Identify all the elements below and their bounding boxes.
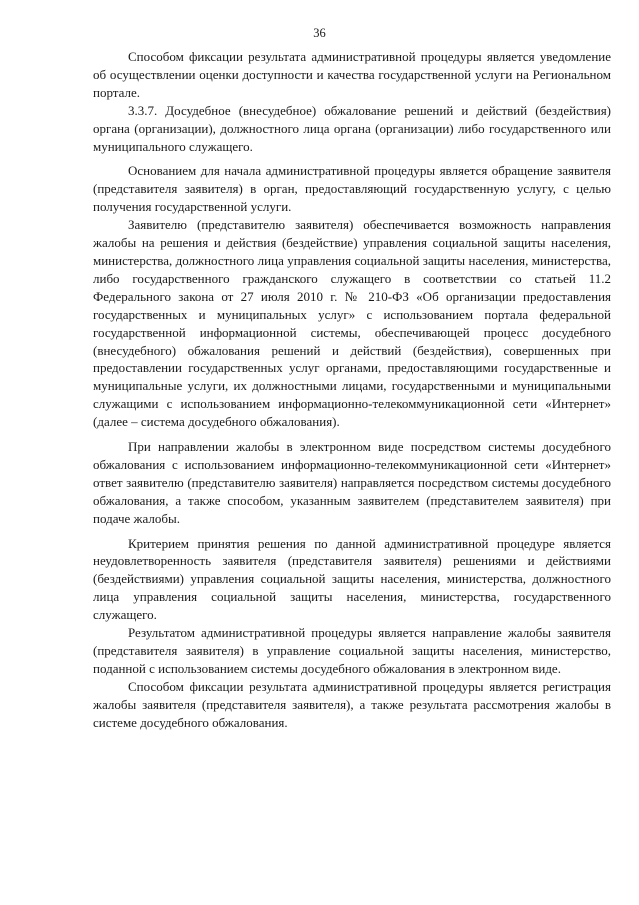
paragraph: Критерием принятия решения по данной административной процедуре является неудовлетворенность заявителя (представителя заявителя) решениями и действиями (бездействиями) управления социальной защиты населения, министерства, должностного лица управления социальной защиты населения, министерства, государственного служащего. (93, 535, 611, 623)
paragraph: 3.3.7. Досудебное (внесудебное) обжалование решений и действий (бездействия) органа (организации), должностного лица органа (организации) либо государственного или муниципального служащего. (93, 102, 611, 154)
document-body (93, 48, 611, 732)
paragraph: Способом фиксации результата административной процедуры является регистрация жалобы заявителя (представителя заявителя), а также результата рассмотрения жалобы в системе досудебного обжалования. (93, 678, 611, 730)
paragraph: Способом фиксации результата административной процедуры является уведомление об осуществлении оценки доступности и качества государственной услуги на Региональном портале. (93, 49, 611, 100)
paragraph: Основанием для начала административной процедуры является обращение заявителя (представителя заявителя) в орган, предоставляющий государственную услугу, с целью получения государственной услуги. (93, 163, 611, 215)
page-number: 36 (313, 26, 326, 40)
paragraph: Результатом административной процедуры является направление жалобы заявителя (представителя заявителя) в управление социальной защиты населения, министерство, поданной с использованием системы досудебного обжалования в электронном виде. (93, 625, 611, 676)
paragraph: Заявителю (представителю заявителя) обеспечивается возможность направления жалобы на решения и действия (бездействие) управления социальной защиты населения, министерства, должностного лица управления социальной защиты населения, министерства, либо государственного гражданского служащего в соответствии со статьей 11.2 Федерального закона от 27 июля 2010 г. № 210-ФЗ «Об организации предоставления государственных и муниципальных услуг» с использованием портала федеральной государственной информационной системы, обеспечивающей процесс досудебного (внесудебного) обжалования решений и действий (бездействия), совершенных при предоставлении государственных услуг органами, предоставляющими государственные и муниципальные услуги, их должностными лицами, государственными и муниципальными служащими с использованием информационно-телекоммуникационной сети «Интернет» (далее – система досудебного обжалования). (93, 217, 611, 430)
paragraph: При направлении жалобы в электронном виде посредством системы досудебного обжалования с использованием информационно-телекоммуникационной сети «Интернет» ответ заявителю (представителю заявителя) направляется посредством системы досудебного обжалования, а также способом, указанным заявителем (представителем заявителя) при подаче жалобы. (93, 439, 611, 526)
